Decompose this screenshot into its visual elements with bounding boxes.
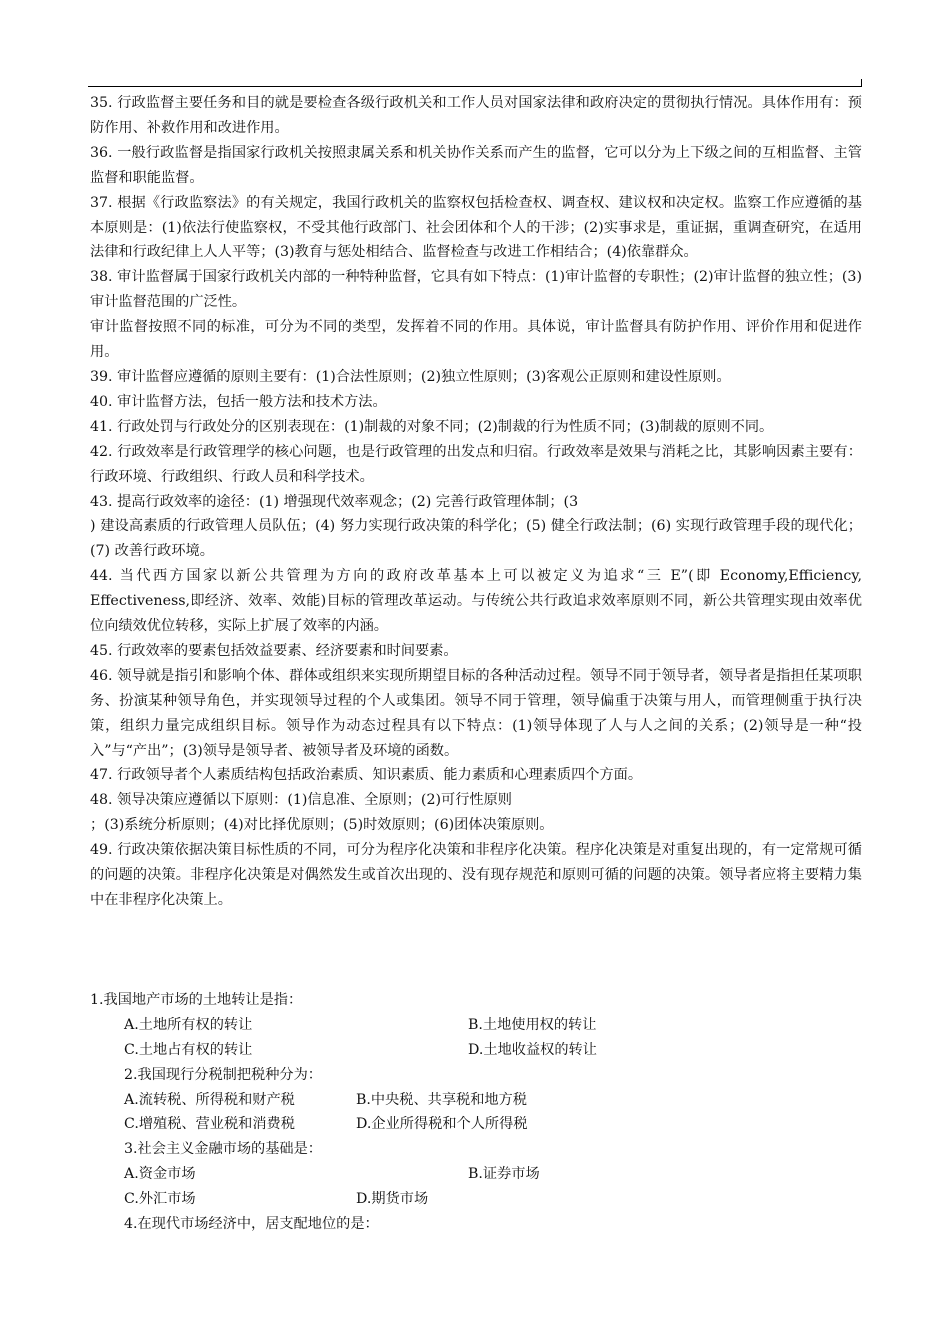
question-2-options-row-1 bbox=[90, 1088, 862, 1113]
header-rule bbox=[88, 86, 862, 87]
question-3-options-row-2 bbox=[90, 1187, 862, 1212]
paragraph-42: 42. 行政效率是行政管理学的核心问题，也是行政管理的出发点和归宿。行政效率是效果与消耗之比，其影响因素主要有：行政环境、行政组织、行政人员和科学技术。 bbox=[90, 443, 862, 485]
question-2-option-d: D.企业所得税和个人所得税 bbox=[356, 1116, 528, 1133]
quiz-section bbox=[90, 988, 862, 1237]
paragraph-45: 45. 行政效率的要素包括效益要素、经济要素和时间要素。 bbox=[90, 642, 458, 659]
question-1-options-row-1 bbox=[90, 1013, 862, 1038]
question-3-option-b: B.证券市场 bbox=[468, 1166, 540, 1183]
paragraph-48-cont: ；(3)系统分析原则；(4)对比择优原则；(5)时效原则；(6)团体决策原则。 bbox=[90, 817, 554, 834]
paragraph-38-cont: 审计监督按照不同的标准，可分为不同的类型，发挥着不同的作用。具体说，审计监督具有防护作用、评价作用和促进作用。 bbox=[90, 319, 862, 361]
question-1-options-row-2 bbox=[90, 1038, 862, 1063]
question-2-options-row-2 bbox=[90, 1112, 862, 1137]
question-3-options-row-1 bbox=[90, 1162, 862, 1187]
paragraph-43-cont: ) 建设高素质的行政管理人员队伍；(4) 努力实现行政决策的科学化；(5) 健全行政法制；(6) 实现行政管理手段的现代化；(7) 改善行政环境。 bbox=[90, 518, 862, 560]
question-1-option-c: C.土地占有权的转让 bbox=[124, 1041, 253, 1058]
paragraph-41: 41. 行政处罚与行政处分的区别表现在：(1)制裁的对象不同；(2)制裁的行为性质不同；(3)制裁的原则不同。 bbox=[90, 418, 774, 435]
question-4-stem: 4.在现代市场经济中，居支配地位的是： bbox=[124, 1216, 379, 1233]
question-2-option-a: A.流转税、所得税和财产税 bbox=[124, 1091, 295, 1108]
paragraph-47: 47. 行政领导者个人素质结构包括政治素质、知识素质、能力素质和心理素质四个方面。 bbox=[90, 767, 643, 784]
document-body bbox=[90, 91, 862, 913]
question-1-option-b: B.土地使用权的转让 bbox=[468, 1016, 597, 1033]
question-3-option-c: C.外汇市场 bbox=[124, 1191, 196, 1208]
paragraph-46: 46. 领导就是指引和影响个体、群体或组织来实现所期望目标的各种活动过程。领导不同于领导者，领导者是指担任某项职务、扮演某种领导角色，并实现领导过程的个人或集团。领导不同于管理，领导偏重于决策与用人，而管理侧重于执行决策，组织力量完成组织目标。领导作为动态过程具有以下特点：(1)领导体现了人与人之间的关系；(2)领导是一种“投入”与“产出”；(3)领导是领导者、被领导者及环境的函数。 bbox=[90, 667, 862, 759]
question-1-option-a: A.土地所有权的转让 bbox=[124, 1016, 253, 1033]
header-rule-tick bbox=[861, 79, 862, 87]
paragraph-48: 48. 领导决策应遵循以下原则：(1)信息准、全原则；(2)可行性原则 bbox=[90, 792, 512, 809]
paragraph-49: 49. 行政决策依据决策目标性质的不同，可分为程序化决策和非程序化决策。程序化决策是对重复出现的，有一定常规可循的问题的决策。非程序化决策是对偶然发生或首次出现的、没有现存规范和原则可循的问题的决策。领导者应将主要精力集中在非程序化决策上。 bbox=[90, 842, 862, 908]
paragraph-36: 36. 一般行政监督是指国家行政机关按照隶属关系和机关协作关系而产生的监督，它可以分为上下级之间的互相监督、主管监督和职能监督。 bbox=[90, 144, 862, 186]
paragraph-40: 40. 审计监督方法，包括一般方法和技术方法。 bbox=[90, 393, 387, 410]
question-3-option-a: A.资金市场 bbox=[124, 1166, 196, 1183]
paragraph-35: 35. 行政监督主要任务和目的就是要检查各级行政机关和工作人员对国家法律和政府决定的贯彻执行情况。具体作用有：预防作用、补救作用和改进作用。 bbox=[90, 95, 862, 136]
paragraph-38: 38. 审计监督属于国家行政机关内部的一种特种监督，它具有如下特点：(1)审计监督的专职性；(2)审计监督的独立性；(3)审计监督范围的广泛性。 bbox=[90, 269, 862, 311]
question-1-option-d: D.土地收益权的转让 bbox=[468, 1041, 597, 1058]
paragraph-44: 44. 当代西方国家以新公共管理为方向的政府改革基本上可以被定义为追求“三 E”(即 Economy,Efficiency, Effectiveness,即经济、效率、效能)目标的管理改革运动。与传统公共行政追求效率原则不同，新公共管理实现由效率优位向绩效优位转移，实际上扩展了效率的内涵。 bbox=[90, 568, 862, 635]
question-1-stem: 1.我国地产市场的土地转让是指： bbox=[90, 992, 303, 1008]
question-3-stem: 3.社会主义金融市场的基础是： bbox=[124, 1141, 322, 1158]
question-2-stem: 2.我国现行分税制把税种分为： bbox=[124, 1066, 322, 1083]
paragraph-39: 39. 审计监督应遵循的原则主要有：(1)合法性原则；(2)独立性原则；(3)客观公正原则和建设性原则。 bbox=[90, 368, 731, 385]
paragraph-37: 37. 根据《行政监察法》的有关规定，我国行政机关的监察权包括检查权、调查权、建议权和决定权。监察工作应遵循的基本原则是：(1)依法行使监察权，不受其他行政部门、社会团体和个人的干涉；(2)实事求是，重证据，重调查研究，在适用法律和行政纪律上人人平等；(3)教育与惩处相结合、监督检查与改进工作相结合；(4)依靠群众。 bbox=[90, 194, 862, 261]
paragraph-43: 43. 提高行政效率的途径：(1) 增强现代效率观念；(2) 完善行政管理体制；(3 bbox=[90, 493, 579, 510]
question-3-option-d: D.期货市场 bbox=[356, 1191, 429, 1208]
question-2-option-b: B.中央税、共享税和地方税 bbox=[356, 1091, 527, 1108]
question-2-option-c: C.增殖税、营业税和消费税 bbox=[124, 1116, 295, 1133]
